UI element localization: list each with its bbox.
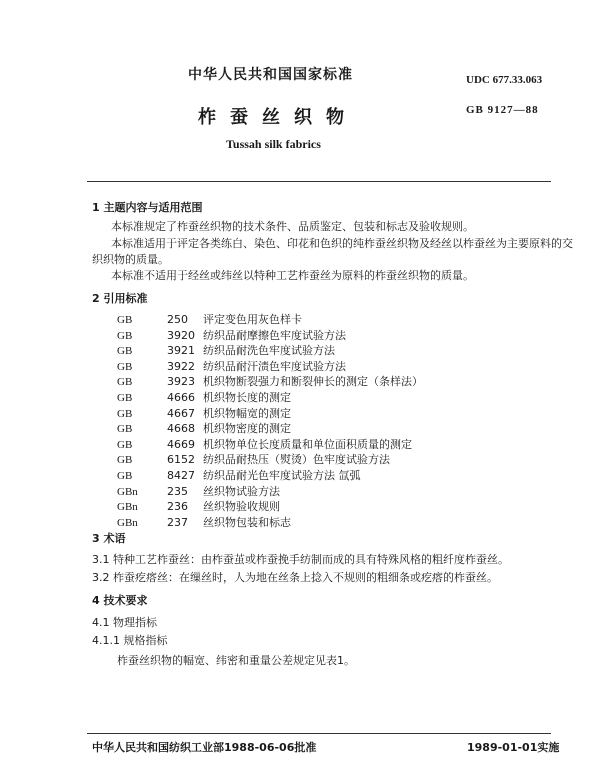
reference-title: 机织物幅宽的测定 (203, 406, 291, 420)
reference-item (117, 405, 291, 421)
reference-code: GB (117, 314, 133, 326)
section-1-paragraph-2-continued: 织织物的质量。 (92, 253, 169, 266)
section-4-paragraph: 柞蚕丝织物的幅宽、纬密和重量公差规定见表1。 (117, 654, 355, 667)
reference-number: 4667 (167, 406, 195, 420)
reference-number: 3921 (167, 344, 195, 358)
reference-item (117, 451, 390, 467)
reference-number: 236 (167, 500, 188, 514)
reference-number: 250 (167, 313, 188, 326)
reference-title: 丝织物试验方法 (203, 484, 280, 498)
reference-number: 3920 (167, 328, 195, 342)
section-1-paragraph-1: 本标准规定了柞蚕丝织物的技术条件、品质鉴定、包装和标志及验收规则。 (111, 220, 474, 233)
approval-line: 中华人民共和国纺织工业部1988-06-06批准 (92, 741, 317, 754)
reference-code: GB (117, 438, 133, 451)
reference-code: GBn (117, 516, 138, 529)
bottom-divider (87, 733, 551, 734)
reference-code: GBn (117, 501, 138, 514)
reference-item (117, 498, 280, 514)
reference-code: GB (117, 345, 133, 358)
udc-number: UDC 677.33.063 (466, 74, 543, 86)
reference-item (117, 373, 423, 389)
reference-code: GB (117, 360, 133, 373)
reference-number: 235 (167, 484, 188, 498)
reference-code: GBn (117, 485, 138, 498)
reference-code: GB (117, 392, 133, 404)
reference-item (117, 358, 346, 374)
reference-title: 丝织物验收规则 (203, 500, 280, 514)
reference-code: GB (117, 454, 133, 467)
reference-number: 8427 (167, 469, 195, 482)
reference-title: 机织物单位长度质量和单位面积质量的测定 (203, 437, 412, 451)
reference-item (117, 311, 302, 327)
reference-item (117, 514, 291, 530)
section-3-heading: 3 术语 (92, 532, 126, 545)
reference-item (117, 436, 412, 452)
reference-item (117, 483, 280, 499)
reference-number: 4666 (167, 391, 195, 404)
standard-name: 中华人民共和国国家标准 (188, 67, 353, 83)
term-3-2: 3.2 柞蚕疙瘩丝：在缫丝时，人为地在丝条上捻入不规则的粗细条或疙瘩的柞蚕丝。 (92, 571, 498, 584)
reference-title: 评定变色用灰色样卡 (203, 313, 302, 326)
reference-title: 机织物断裂强力和断裂伸长的测定（条样法） (203, 375, 423, 389)
reference-title: 丝织物包装和标志 (203, 515, 291, 529)
reference-number: 4668 (167, 422, 195, 436)
reference-item (117, 327, 346, 343)
reference-code: GB (117, 423, 133, 436)
reference-item (117, 420, 291, 436)
reference-number: 237 (167, 515, 188, 529)
section-2-heading: 2 引用标准 (92, 292, 148, 305)
subsection-4-1-1: 4.1.1 规格指标 (92, 634, 168, 647)
term-3-1: 3.1 特种工艺柞蚕丝：由柞蚕茧或柞蚕挽手纺制而成的具有特殊风格的粗纤度柞蚕丝。 (92, 553, 509, 566)
reference-code: GB (117, 407, 133, 420)
implementation-date: 1989-01-01实施 (467, 741, 560, 754)
reference-item (117, 389, 291, 405)
reference-title: 纺织品耐热压（熨烫）色牢度试验方法 (203, 453, 390, 467)
top-divider (87, 181, 551, 182)
section-1-paragraph-3: 本标准不适用于经丝或纬丝以特种工艺柞蚕丝为原料的柞蚕丝织物的质量。 (111, 269, 474, 282)
section-1-paragraph-2: 本标准适用于评定各类练白、染色、印花和色织的纯柞蚕丝织物及经丝以柞蚕丝为主要原料的交 (111, 237, 573, 250)
subsection-4-1: 4.1 物理指标 (92, 616, 157, 629)
reference-item (117, 467, 361, 483)
reference-title: 机织物密度的测定 (203, 422, 291, 436)
section-1-heading: 1 主题内容与适用范围 (92, 201, 203, 214)
reference-number: 3922 (167, 359, 195, 373)
reference-title: 纺织品耐汗渍色牢度试验方法 (203, 359, 346, 373)
reference-number: 4669 (167, 437, 195, 451)
reference-title: 机织物长度的测定 (203, 391, 291, 404)
reference-title: 纺织品耐摩擦色牢度试验方法 (203, 328, 346, 342)
reference-number: 6152 (167, 453, 195, 467)
section-4-heading: 4 技术要求 (92, 594, 148, 607)
gb-standard-code: GB 9127—88 (466, 104, 539, 116)
reference-code: GB (117, 376, 133, 389)
reference-item (117, 342, 335, 358)
reference-title: 纺织品耐洗色牢度试验方法 (203, 344, 335, 358)
reference-number: 3923 (167, 375, 195, 389)
reference-code: GB (117, 470, 133, 482)
reference-title: 纺织品耐光色牢度试验方法 氙弧 (203, 469, 361, 482)
document-title-chinese: 柞蚕丝织物 (198, 107, 358, 128)
reference-code: GB (117, 329, 133, 342)
document-title-english: Tussah silk fabrics (226, 137, 321, 151)
